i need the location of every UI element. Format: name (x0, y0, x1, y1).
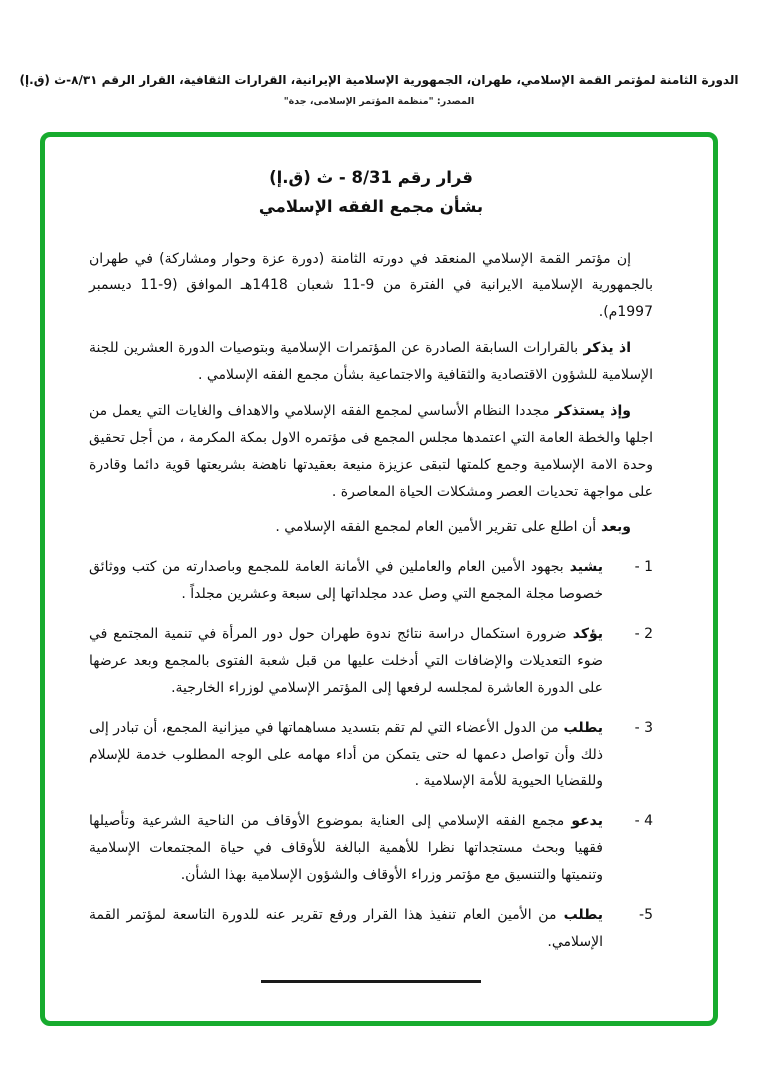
resolution-box (40, 132, 718, 1026)
resolution-subject: بشأن مجمع الفقه الإسلامي (258, 196, 484, 216)
item-number: 4 - (634, 813, 653, 830)
item-lead-word: يؤكد (566, 626, 603, 643)
item-number: 2 - (634, 626, 653, 643)
item-lead-word: يطلب (556, 906, 603, 923)
item-number: 1 - (634, 559, 653, 576)
item-number: 3 - (634, 719, 653, 736)
operative-item (89, 554, 653, 608)
end-rule (261, 980, 481, 983)
paragraph-lead-word: وإذ يستذكر (549, 402, 631, 419)
preamble-paragraph: اذ يذكر بالقرارات السابقة الصادرة عن المؤتمرات الإسلامية وبتوصيات الدورة العشرين للجنة الإسلامية للشؤون الاقتصادية والثقافية والاجتماعية بشأن مجمع الفقه الإسلامي . (89, 340, 653, 384)
header-citation: الدورة الثامنة لمؤتمر القمة الإسلامي، طهران، الجمهورية الإسلامية الإيرانية، القرارات الثقافية، القرار الرقم ٨/٣١-ث (ق.إ) (19, 73, 739, 87)
preamble-paragraph: إن مؤتمر القمة الإسلامي المنعقد في دورته الثامنة (دورة عزة وحوار ومشاركة) في طهران بالجمهورية الإسلامية الايرانية في الفترة من 9-11 شعبان 1418هـ الموافق (9-11 ديسمبر 1997م). (89, 250, 653, 321)
item-lead-word: يطلب (558, 719, 603, 736)
resolution-title: قرار رقم 8/31 - ث (ق.إ) (269, 167, 473, 187)
preamble-paragraph: وإذ يستذكر مجددا النظام الأساسي لمجمع الفقه الإسلامي والاهداف والغايات التي يعمل من اجلها والخطة العامة التي اعتمدها مجلس المجمع فى مؤتمره الاول بمكة المكرمة ، من أجل تحقيق وحدة الامة الإسلامية وجمع كلمتها لتبقى عزيزة منيعة بعقيدتها ناهضة بشريعتها قوية دائما وقادرة على مواجهة تحديات العصر ومشكلات الحياة المعاصرة . (89, 402, 653, 500)
paragraph-lead-word: اذ يذكر (578, 340, 631, 357)
item-text: يشيد بجهود الأمين العام والعاملين في الأمانة العامة للمجمع وباصدارته من كتب ووثائق خصوصا مجلة المجمع التي وصل عدد مجلداتها إلى سبعة وعشرين مجلداً . (89, 559, 603, 603)
item-text: يطلب من الأمين العام تنفيذ هذا القرار ورفع تقرير عنه للدورة التاسعة لمؤتمر القمة الإسلامي. (89, 906, 603, 950)
operative-item (89, 902, 653, 956)
header-source: المصدر: "منظمة المؤتمر الإسلامى، جدة" (283, 95, 475, 107)
preamble-section (89, 246, 653, 542)
paragraph-lead-word: وبعد (596, 519, 631, 536)
item-text: يدعو مجمع الفقه الإسلامي إلى العناية بموضوع الأوقاف من الناحية الشرعية وتأصيلها فقهيا وبحث مستجداتها نظرا للأهمية البالغة للأوقاف في حياة المجتمعات الإسلامية وتنميتها والتنسيق مع مؤتمر وزراء الأوقاف والشؤون الإسلامية بهذا الشأن. (89, 813, 603, 884)
preamble-paragraph: وبعد أن اطلع على تقرير الأمين العام لمجمع الفقه الإسلامي . (275, 519, 631, 536)
item-lead-word: يدعو (564, 813, 603, 830)
operative-item (89, 621, 653, 702)
item-text: يطلب من الدول الأعضاء التي لم تقم بتسديد مساهماتها في ميزانية المجمع، أن تبادر إلى ذلك وأن تواصل دعمها له حتى يتمكن من أداء مهامه على الوجه المطلوب خدمة للإسلام وللقضايا الحيوية للأمة الإسلامية . (89, 719, 603, 790)
document-header (0, 72, 758, 107)
item-text: يؤكد ضرورة استكمال دراسة نتائج ندوة طهران حول دور المرأة في تنمية المجتمع في ضوء التعديلات والإضافات التي أدخلت عليها من قبل شعبة الفتوى بالمجمع وبعد عرضها على الدورة العاشرة لمجلسه لرفعها إلى المؤتمر الإسلامي لوزراء الخارجية. (89, 626, 603, 696)
operative-items (89, 554, 653, 955)
operative-item (89, 715, 653, 796)
operative-item (89, 808, 653, 889)
item-lead-word: يشيد (563, 559, 603, 576)
item-number: 5- (639, 906, 653, 923)
